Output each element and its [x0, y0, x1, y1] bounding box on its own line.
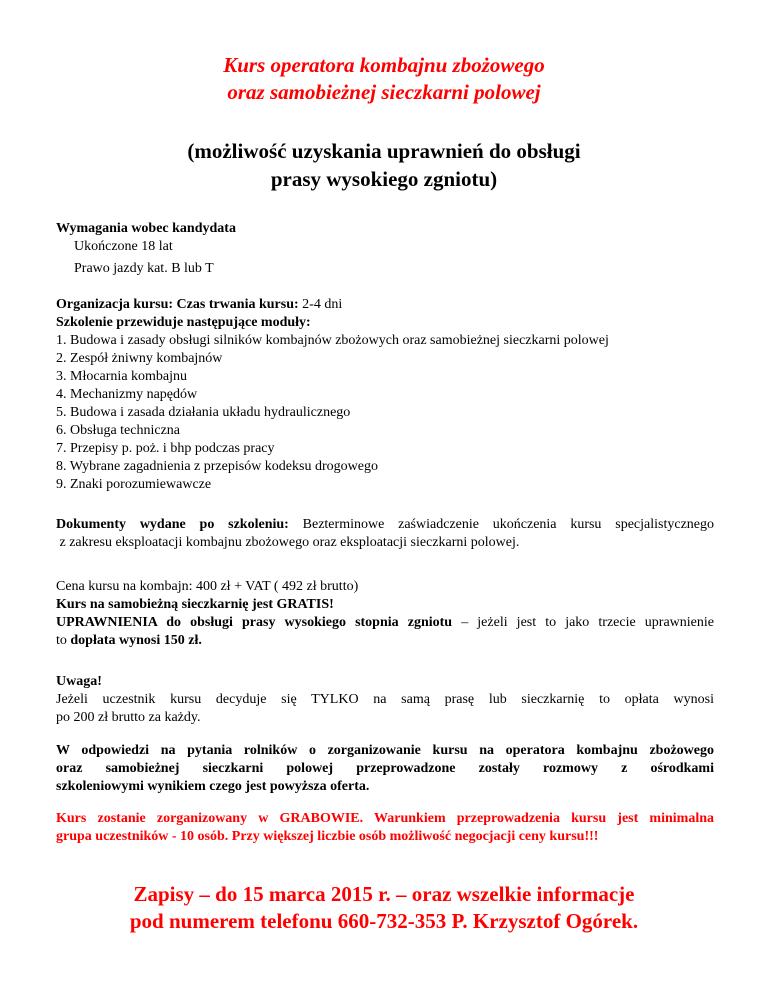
documents-line-2: z zakresu eksploatacji kombajnu zbożowego oraz eksploatacji sieczkarni polowej.: [56, 535, 520, 550]
subtitle-line-2: prasy wysokiego zgniotu): [270, 167, 498, 191]
note-line-1: [56, 691, 714, 709]
press-line-2: [56, 632, 202, 650]
press-line-1: [56, 614, 714, 632]
documents-label: Dokumenty wydane po szkoleniu:: [56, 517, 289, 532]
module-item: 8. Wybrane zagadnienia z przepisów kodeksu drogowego: [56, 459, 378, 474]
requirements-heading: Wymagania wobec kandydata: [56, 221, 236, 236]
module-item: 4. Mechanizmy napędów: [56, 387, 198, 402]
subtitle-line-1: (możliwość uzyskania uprawnień do obsługi: [187, 139, 581, 163]
module-item: 7. Przepisy p. poż. i bhp podczas pracy: [56, 441, 275, 456]
registration-line-1: Zapisy – do 15 marca 2015 r. – oraz wszelkie informacje: [133, 882, 635, 906]
surcharge-amount: dopłata wynosi 150 zł.: [70, 633, 202, 648]
module-item: 9. Znaki porozumiewawcze: [56, 477, 212, 492]
module-item: 2. Zespół żniwny kombajnów: [56, 351, 223, 366]
requirement-age: Ukończone 18 lat: [74, 239, 173, 254]
course-title-line-1: Kurs operatora kombajnu zbożowego: [223, 53, 545, 77]
response-line-3: szkoleniowymi wynikiem czego jest powyższa oferta.: [56, 779, 370, 794]
press-line-2-prefix: to: [56, 633, 71, 648]
organization-label: Organizacja kursu: Czas trwania kursu:: [56, 297, 299, 312]
response-line-2: oraz samobieżnej sieczkarni polowej przeprowadzone zostały rozmowy z ośrodkami: [56, 761, 714, 776]
response-line-1: W odpowiedzi na pytania rolników o zorganizowanie kursu na operatora kombajnu zbożowego: [56, 743, 714, 758]
note-heading: Uwaga!: [56, 674, 102, 689]
registration-line-2: pod numerem telefonu 660-732-353 P. Krzysztof Ogórek.: [129, 909, 639, 933]
organization-line: [56, 296, 342, 314]
documents-section: [56, 516, 714, 534]
module-item: 3. Młocarnia kombajnu: [56, 369, 188, 384]
press-rest: – jeżeli jest to jako trzecie uprawnienie: [452, 615, 714, 630]
note-line-2: po 200 zł brutto za każdy.: [56, 710, 201, 725]
documents-line-1: [56, 516, 714, 534]
modules-heading: Szkolenie przewiduje następujące moduły:: [56, 315, 311, 330]
price-line: Cena kursu na kombajn: 400 zł + VAT ( 492 zł brutto): [56, 579, 359, 594]
note-line-1-text: Jeżeli uczestnik kursu decyduje się TYLKO na samą prasę lub sieczkarnię to opłata wynosi: [56, 692, 714, 707]
documents-text-1: Bezterminowe zaświadczenie ukończenia kursu specjalistycznego: [302, 517, 714, 532]
location-paragraph: [56, 810, 714, 828]
course-duration: 2-4 dni: [302, 297, 343, 312]
course-title-line-2: oraz samobieżnej sieczkarni polowej: [227, 80, 541, 104]
module-item: 5. Budowa i zasada działania układu hydraulicznego: [56, 405, 351, 420]
module-item: 6. Obsługa techniczna: [56, 423, 181, 438]
location-line-2: grupa uczestników - 10 osób. Przy większej liczbie osób możliwość negocjacji ceny kursu!!!: [56, 829, 599, 844]
requirement-license: Prawo jazdy kat. B lub T: [74, 261, 214, 276]
location-line-1: Kurs zostanie zorganizowany w GRABOWIE. Warunkiem przeprowadzenia kursu jest minimalna: [56, 811, 714, 826]
module-item: 1. Budowa i zasady obsługi silników kombajnów zbożowych oraz samobieżnej sieczkarni polowej: [56, 333, 609, 348]
response-paragraph: [56, 742, 714, 778]
free-course-line: Kurs na samobieżną sieczkarnię jest GRATIS!: [56, 597, 334, 612]
press-bold: UPRAWNIENIA do obsługi prasy wysokiego stopnia zgniotu: [56, 615, 453, 630]
